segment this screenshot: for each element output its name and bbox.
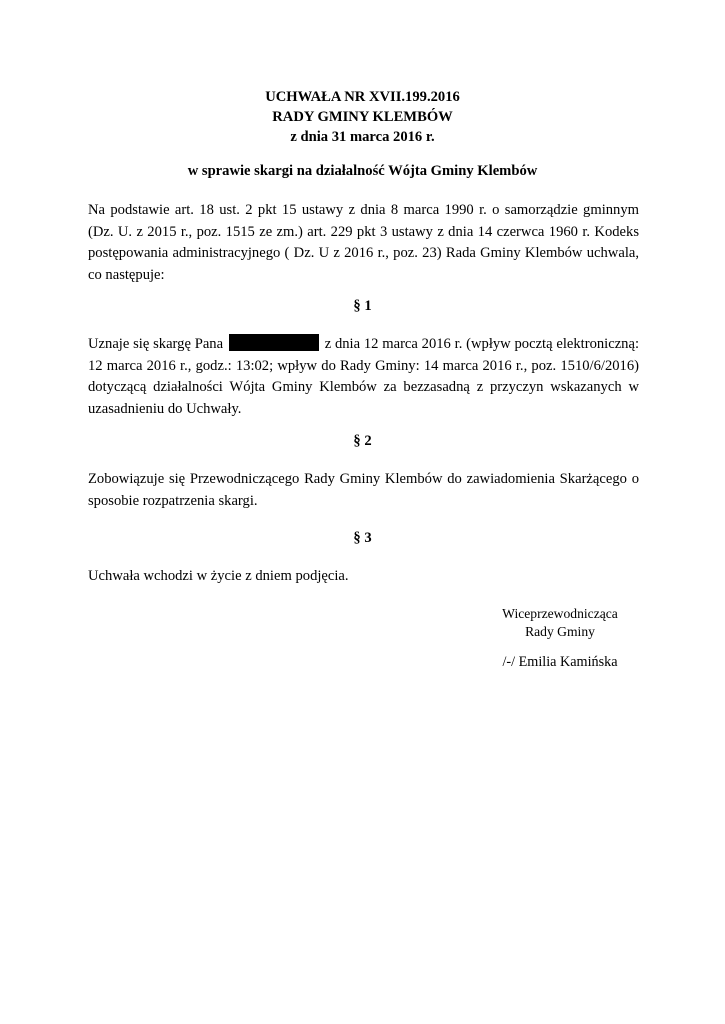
section-2-paragraph: Zobowiązuje się Przewodniczącego Rady Gminy Klembów do zawiadomienia Skarżącego o sposobie rozpatrzenia skargi. (88, 471, 639, 509)
redacted-name-block (229, 334, 319, 351)
section-2-heading: § 2 (353, 433, 372, 449)
resolution-subject: w sprawie skargi na działalność Wójta Gminy Klembów (187, 163, 538, 179)
resolution-number: UCHWAŁA NR XVII.199.2016 (265, 89, 460, 105)
section-3-heading: § 3 (353, 530, 372, 546)
section-1-text-before: Uznaje się skargę Pana (88, 336, 224, 352)
council-name: RADY GMINY KLEMBÓW (272, 109, 453, 125)
section-3-paragraph: Uchwała wchodzi w życie z dniem podjęcia. (88, 568, 349, 584)
signature-body: Rady Gminy (525, 624, 595, 639)
signature-role: Wiceprzewodnicząca (502, 606, 618, 621)
section-1-heading: § 1 (353, 298, 372, 314)
section-1-paragraph (88, 334, 639, 420)
section-1-text-after: z dnia 12 marca 2016 r. (wpływ pocztą elektroniczną: 12 marca 2016 r., godz.: 13:02; wpływ do Rady Gminy: 14 marca 2016 r., poz. 1510/6/2016) dotyczącą działalności Wójta Gminy Klembów za bezzasadną z przyczyn wskazanych w uzasadnieniu do Uchwały. (88, 336, 640, 417)
resolution-date: z dnia 31 marca 2016 r. (290, 129, 435, 145)
preamble-paragraph: Na podstawie art. 18 ust. 2 pkt 15 ustawy z dnia 8 marca 1990 r. o samorządzie gminnym (Dz. U. z 2015 r., poz. 1515 ze zm.) art. 229 pkt 3 ustawy z dnia 14 czerwca 1960 r. Kodeks postępowania administracyjnego ( Dz. U z 2016 r., poz. 23) Rada Gminy Klembów uchwala, co następuje: (88, 202, 639, 283)
signatory-name: /-/ Emilia Kamińska (502, 654, 618, 670)
